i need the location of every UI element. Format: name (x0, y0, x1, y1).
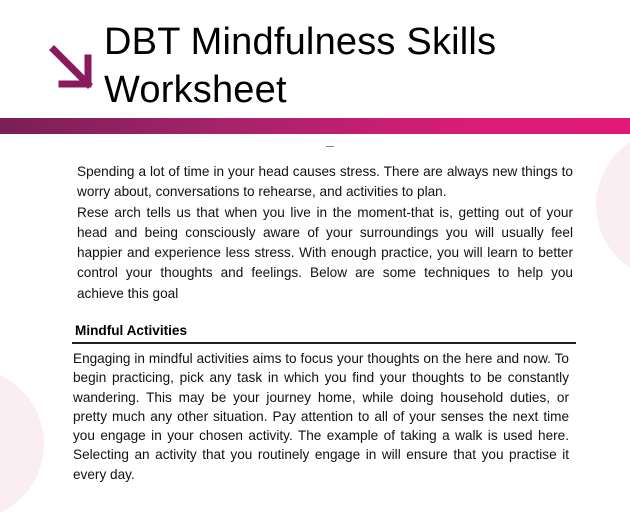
divider-mark (326, 146, 334, 147)
section-heading: Mindful Activities (75, 323, 188, 338)
decorative-circle-left (0, 368, 44, 520)
title-line-1: DBT Mindfulness Skills (104, 21, 497, 63)
section-body-text: Engaging in mindful activities aims to focus your thoughts on the here and now. To begin practicing, pick any task in which you find your thoughts to be constantly wandering. This may be your journey home, while doing household duties, or pretty much any other situation. Pay attention to all of your senses the next time you engage in your chosen activity. The example of taking a walk is used here. Selecting an activity that you routinely engage in will ensure that you practise it every day. (73, 351, 569, 482)
title-line-2: Worksheet (104, 69, 287, 111)
intro-paragraph-1: Spending a lot of time in your head causes stress. There are always new things to worry about, conversations to rehearse, and activities to plan. (77, 164, 573, 200)
intro-paragraph-2: Rese arch tells us that when you live in the moment-that is, getting out of your head and being consciously aware of your surroundings you will usually feel happier and experience less stress. With enough practice, you will learn to better control your thoughts and feelings. Below are some techniques to help you achieve this goal (77, 204, 573, 301)
decorative-circle-right (596, 130, 630, 280)
header-gradient-band (0, 118, 630, 134)
section-divider (72, 342, 576, 344)
intro-text (77, 162, 573, 304)
arrow-down-right-icon (48, 44, 98, 94)
page-title (104, 18, 496, 114)
